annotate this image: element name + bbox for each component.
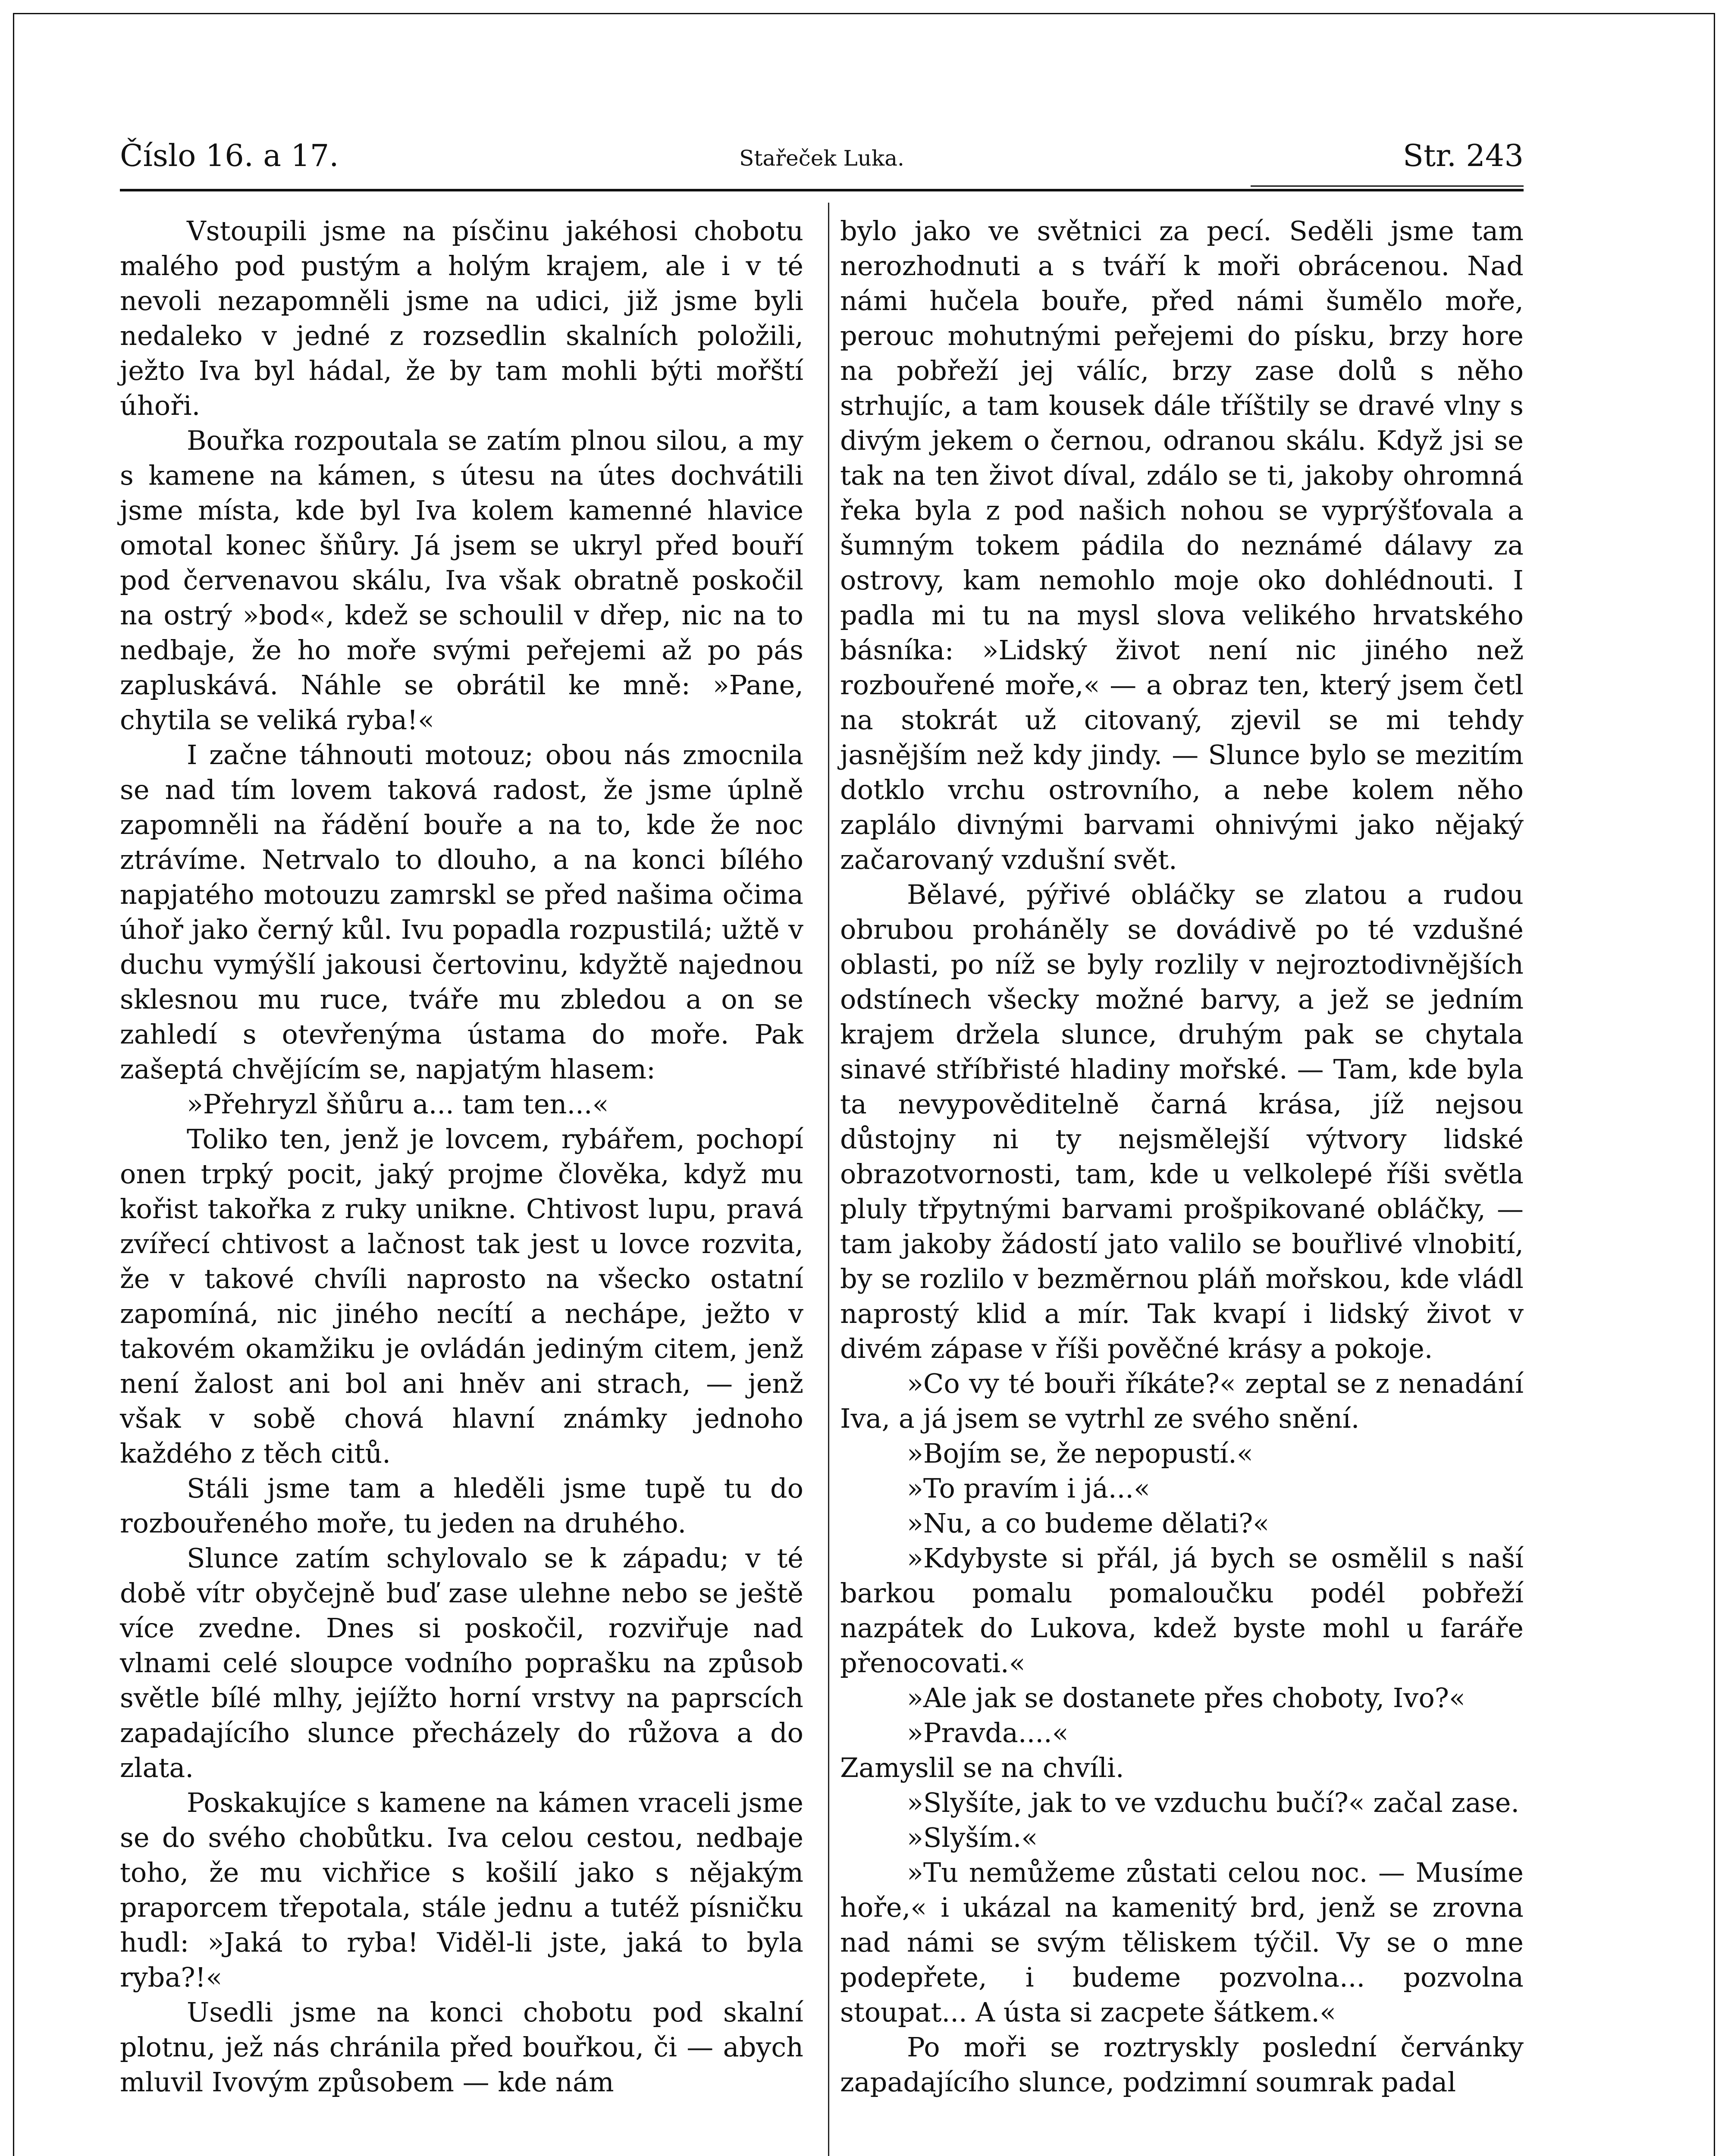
paragraph: bylo jako ve světnici za pecí. Seděli jsme tam nerozhodnuti a s tváří k moři obrácenou. Nad námi hučela bouře, před námi šumělo moře, perouc mohutnými peřejemi do písku, brzy hore na pobřeží jej válíc, brzy zase dolů s něho strhujíc, a tam kousek dále tříštily se dravé vlny s divým jekem o černou, odranou skálu. Když jsi se tak na ten život díval, zdálo se ti, jakoby ohromná řeka byla z pod našich nohou se vyprýšťovala a šumným tokem pádila do neznámé dálavy za ostrovy, kam nemohlo moje oko dohlédnouti. I padla mi tu na mysl slova velikého hrvatského básníka: »Lidský život není nic jiného než rozbouřené moře,« — a obraz ten, který jsem četl na stokrát už citovaný, zjevil se mi tehdy jasnějším než kdy jindy. — Slunce bylo se mezitím dotklo vrchu ostrovního, a nebe kolem něho zaplálo divnými barvami ohnivými jako nějaký začarovaný vzdušní svět.: [840, 215, 1524, 875]
paragraph: »Nu, a co budeme dělati?«: [907, 1507, 1270, 1539]
paragraph: »Kdybyste si přál, já bych se osmělil s naší barkou pomalu pomaloučku podél pobřeží nazpátek do Lukova, kdež byste mohl u faráře přenocovati.«: [840, 1542, 1524, 1679]
header-rule: [120, 189, 1524, 191]
header-rule-accent: [1251, 185, 1524, 187]
paragraph: »Přehryzl šňůru a... tam ten...«: [187, 1088, 609, 1120]
paragraph: »To pravím i já...«: [907, 1473, 1150, 1504]
page-number: Str. 243: [1403, 138, 1524, 173]
paragraph: »Pravda....«: [907, 1717, 1069, 1749]
paragraph: Bělavé, pýřivé obláčky se zlatou a rudou obrubou proháněly se dovádivě po té vzdušné oblasti, po níž se byly rozlily v nejroztodivnějších odstínech všecky možné barvy, a jež se jedním krajem držela slunce, druhým pak se chytala sinavé stříbřisté hladiny mořské. — Tam, kde byla ta nevypověditelně čarná krása, jíž nejsou důstojny ni ty nejsmělejší výtvory lidské obrazotvornosti, tam, kde u velkolepé říši světla pluly třpytnými barvami prošpikované obláčky, — tam jakoby žádostí jato valilo se bouřlivé vlnobití, by se rozlilo v bezměrnou pláň mořskou, kde vládl naprostý klid a mír. Tak kvapí i lidský život v divém zápase v říši pověčné krásy a pokoje.: [840, 879, 1524, 1364]
paragraph: Usedli jsme na konci chobotu pod skalní plotnu, jež nás chránila před bouřkou, či — abych mluvil Ivovým způsobem — kde nám: [120, 1996, 803, 2098]
paragraph: Poskakujíce s kamene na kámen vraceli jsme se do svého chobůtku. Iva celou cestou, nedbaje toho, že mu vichřice s košilí jako s nějakým praporcem třepotala, stále jednu a tutéž písničku hudl: »Jaká to ryba! Viděl-li jste, jaká to byla ryba?!«: [120, 1787, 803, 1993]
paragraph: Vstoupili jsme na písčinu jakéhosi chobotu malého pod pustým a holým krajem, ale i v té nevoli nezapomněli jsme na udici, již jsme byli nedaleko v jedné z rozsedlin skalních položili, ježto Iva byl hádal, že by tam mohli býti mořští úhoři.: [120, 215, 803, 421]
page-header: [120, 138, 1524, 185]
paragraph: »Co vy té bouři říkáte?« zeptal se z nenadání Iva, a já jsem se vytrhl ze svého snění.: [840, 1368, 1524, 1434]
paragraph: Bouřka rozpoutala se zatím plnou silou, a my s kamene na kámen, s útesu na útes dochvátili jsme místa, kde byl Iva kolem kamenné hlavice omotal konec šňůry. Já jsem se ukryl před bouří pod červenavou skálu, Iva však obratně poskočil na ostrý »bod«, kdež se schoulil v dřep, nic na to nedbaje, že ho moře svými peřejemi až po pás zapluskává. Náhle se obrátil ke mně: »Pane, chytila se veliká ryba!«: [120, 425, 803, 736]
paragraph: I začne táhnouti motouz; obou nás zmocnila se nad tím lovem taková radost, že jsme úplně zapomněli na řádění bouře a na to, kde že noc ztrávíme. Netrvalo to dlouho, a na konci bílého napjatého motouzu zamrskl se před našima očima úhoř jako černý kůl. Ivu popadla rozpustilá; užtě v duchu vymýšlí jakousi čertovinu, kdyžtě najednou sklesnou mu ruce, tváře mu zbledou a on se zahledí s otevřenýma ústama do moře. Pak zašeptá chvějícím se, napjatým hlasem:: [120, 739, 803, 1085]
paragraph: »Ale jak se dostanete přes choboty, Ivo?«: [907, 1682, 1465, 1714]
paragraph: Toliko ten, jenž je lovcem, rybářem, pochopí onen trpký pocit, jaký projme člověka, když mu kořist takořka z ruky unikne. Chtivost lupu, pravá zvířecí chtivost a lačnost tak jest u lovce rozvita, že v takové chvíli naprosto na všecko ostatní zapomíná, nic jiného necítí a nechápe, ježto v takovém okamžiku je ovládán jediným citem, jenž není žalost ani bol ani hněv ani strach, — jenž však v sobě chová hlavní známky jednoho každého z těch citů.: [120, 1123, 803, 1469]
running-title: Stařeček Luka.: [739, 146, 904, 171]
issue-number: Číslo 16. a 17.: [120, 138, 339, 173]
paragraph: Po moři se roztryskly poslední červánky zapadajícího slunce, podzimní soumrak padal: [840, 2031, 1524, 2098]
column-divider: [828, 203, 829, 2156]
left-column: [120, 213, 803, 2100]
paragraph: Stáli jsme tam a hleděli jsme tupě tu do rozbouřeného moře, tu jeden na druhého.: [120, 1473, 803, 1539]
paragraph: »Slyším.«: [907, 1822, 1038, 1853]
right-column: [840, 213, 1524, 2100]
paragraph: »Bojím se, že nepopustí.«: [907, 1438, 1253, 1469]
paragraph: Slunce zatím schylovalo se k západu; v té době vítr obyčejně buď zase ulehne nebo se ještě více zvedne. Dnes si poskočil, rozviřuje nad vlnami celé sloupce vodního poprašku na způsob světle bílé mlhy, jejížto horní vrstvy na paprscích zapadajícího slunce přecházely do růžova a do zlata.: [120, 1542, 803, 1783]
paragraph: »Slyšíte, jak to ve vzduchu bučí?« začal zase.: [907, 1787, 1520, 1818]
paragraph: »Tu nemůžeme zůstati celou noc. — Musíme hoře,« i ukázal na kamenitý brd, jenž se zrovna nad námi se svým těliskem týčil. Vy se o mne podepřete, i budeme pozvolna... pozvolna stoupat... A ústa si zacpete šátkem.«: [840, 1857, 1524, 2028]
paragraph: Zamyslil se na chvíli.: [840, 1752, 1124, 1783]
